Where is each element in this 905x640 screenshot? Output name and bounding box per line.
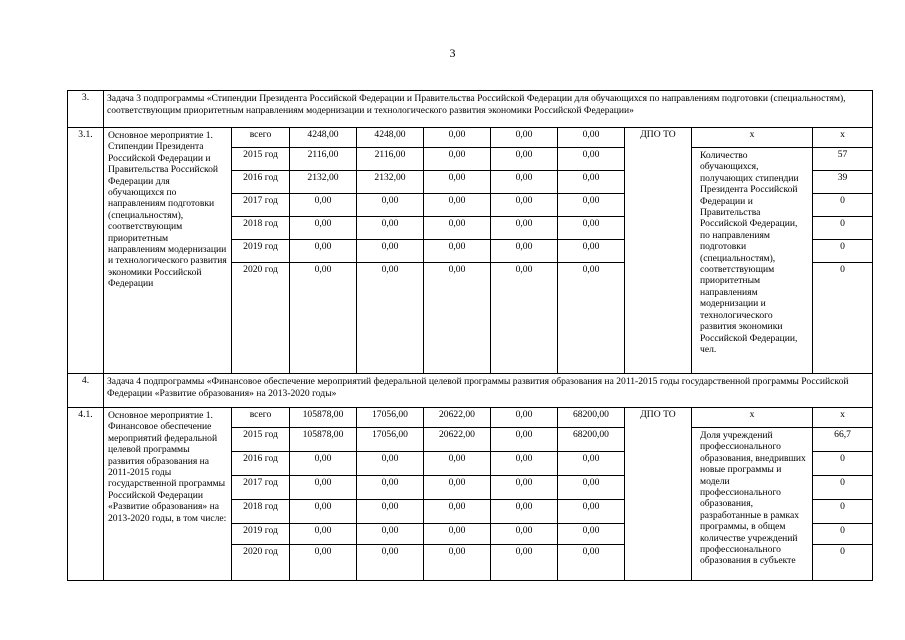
period-cell: 2015 год xyxy=(232,428,290,452)
amount-cell: 0,00 xyxy=(290,545,357,581)
amount-cell: 0,00 xyxy=(491,545,558,581)
item-description: Основное мероприятие 1. Стипендии Президента Российской Федерации и Правительства Российской Федерации для обучающихся по направлениям подготовки (специальностям), соответствующим приоритетным направлениям модернизации и технологического развития экономики Российской Федерации xyxy=(104,128,232,374)
target-value: 57 xyxy=(813,148,873,171)
period-cell: 2015 год xyxy=(232,148,290,171)
amount-cell: 4248,00 xyxy=(357,128,424,148)
task-number: 3. xyxy=(68,91,104,128)
task-title: Задача 3 подпрограммы «Стипендии Президента Российской Федерации и Правительства Российской Федерации для обучающихся по направлениям подготовки (специальностям), соответствующим приоритетным направлениям модернизации и технологического развития экономики Российской Федерации» xyxy=(104,91,873,128)
task-row xyxy=(68,374,873,408)
amount-cell: 0,00 xyxy=(558,128,625,148)
amount-cell: 0,00 xyxy=(558,524,625,545)
amount-cell: 0,00 xyxy=(424,148,491,171)
amount-cell: 0,00 xyxy=(290,524,357,545)
amount-cell: 0,00 xyxy=(424,263,491,374)
amount-cell: 2132,00 xyxy=(357,171,424,194)
amount-cell: 0,00 xyxy=(491,524,558,545)
amount-cell: 0,00 xyxy=(424,171,491,194)
target-value: 0 xyxy=(813,452,873,476)
amount-cell: 0,00 xyxy=(558,194,625,217)
value-x: х xyxy=(813,128,873,148)
amount-cell: 20622,00 xyxy=(424,428,491,452)
amount-cell: 0,00 xyxy=(424,194,491,217)
amount-cell: 0,00 xyxy=(424,476,491,500)
page-number: 3 xyxy=(449,46,456,60)
amount-cell: 0,00 xyxy=(558,171,625,194)
target-value: 0 xyxy=(813,240,873,263)
amount-cell: 0,00 xyxy=(558,452,625,476)
amount-cell: 17056,00 xyxy=(357,428,424,452)
target-value: 0 xyxy=(813,524,873,545)
amount-cell: 0,00 xyxy=(558,148,625,171)
amount-cell: 68200,00 xyxy=(558,428,625,452)
period-cell: 2019 год xyxy=(232,240,290,263)
amount-cell: 105878,00 xyxy=(290,408,357,428)
period-cell: 2018 год xyxy=(232,500,290,524)
target-value: 0 xyxy=(813,194,873,217)
amount-cell: 0,00 xyxy=(290,217,357,240)
amount-cell: 0,00 xyxy=(491,428,558,452)
item-description: Основное мероприятие 1. Финансовое обеспечение мероприятий федеральной целевой программы развития образования на 2011-2015 годы государственной программы Российской Федерации «Развитие образования» на 2013-2020 годы, в том числе: xyxy=(104,408,232,581)
amount-cell: 0,00 xyxy=(357,500,424,524)
amount-cell: 0,00 xyxy=(491,171,558,194)
indicator-x: х xyxy=(692,128,813,148)
period-cell: 2018 год xyxy=(232,217,290,240)
amount-cell: 0,00 xyxy=(491,194,558,217)
amount-cell: 0,00 xyxy=(357,240,424,263)
amount-cell: 0,00 xyxy=(424,240,491,263)
period-cell: 2020 год xyxy=(232,545,290,581)
amount-cell: 0,00 xyxy=(290,500,357,524)
executor-cell: ДПО ТО xyxy=(625,128,692,374)
period-cell: 2017 год xyxy=(232,194,290,217)
indicator-description: Доля учреждений профессионального образования, внедривших новые программы и модели профессионального образования, разработанные в рамках программы, в общем количестве учреждений профессионального образования в субъекте xyxy=(692,428,813,581)
amount-cell: 0,00 xyxy=(357,524,424,545)
amount-cell: 20622,00 xyxy=(424,408,491,428)
amount-cell: 105878,00 xyxy=(290,428,357,452)
amount-cell: 0,00 xyxy=(424,524,491,545)
amount-cell: 0,00 xyxy=(290,263,357,374)
amount-cell: 68200,00 xyxy=(558,408,625,428)
amount-cell: 0,00 xyxy=(424,452,491,476)
amount-cell: 2116,00 xyxy=(290,148,357,171)
amount-cell: 17056,00 xyxy=(357,408,424,428)
program-table xyxy=(67,90,873,581)
amount-cell: 0,00 xyxy=(491,240,558,263)
period-cell: всего xyxy=(232,128,290,148)
amount-cell: 0,00 xyxy=(357,263,424,374)
task-row xyxy=(68,91,873,128)
period-cell: 2016 год xyxy=(232,171,290,194)
executor-cell: ДПО ТО xyxy=(625,408,692,581)
task-number: 4. xyxy=(68,374,104,408)
amount-cell: 0,00 xyxy=(558,545,625,581)
amount-cell: 0,00 xyxy=(290,452,357,476)
task-title: Задача 4 подпрограммы «Финансовое обеспечение мероприятий федеральной целевой программы развития образования на 2011-2015 годы государственной программы Российской Федерации «Развитие образования» на 2013-2020 годы» xyxy=(104,374,873,408)
indicator-x: х xyxy=(692,408,813,428)
target-value: 0 xyxy=(813,500,873,524)
amount-cell: 0,00 xyxy=(491,500,558,524)
period-cell: 2017 год xyxy=(232,476,290,500)
amount-cell: 0,00 xyxy=(558,476,625,500)
amount-cell: 0,00 xyxy=(558,500,625,524)
amount-cell: 0,00 xyxy=(357,194,424,217)
amount-cell: 0,00 xyxy=(491,217,558,240)
amount-cell: 0,00 xyxy=(357,217,424,240)
item-number: 4.1. xyxy=(68,408,104,581)
amount-cell: 0,00 xyxy=(357,476,424,500)
period-cell: 2019 год xyxy=(232,524,290,545)
amount-cell: 0,00 xyxy=(491,408,558,428)
target-value: 0 xyxy=(813,217,873,240)
amount-cell: 0,00 xyxy=(424,217,491,240)
amount-cell: 0,00 xyxy=(558,263,625,374)
amount-cell: 0,00 xyxy=(491,263,558,374)
amount-cell: 0,00 xyxy=(491,476,558,500)
target-value: 0 xyxy=(813,476,873,500)
target-value: 0 xyxy=(813,263,873,374)
amount-cell: 0,00 xyxy=(357,545,424,581)
amount-cell: 0,00 xyxy=(491,148,558,171)
amount-cell: 0,00 xyxy=(290,240,357,263)
target-value: 0 xyxy=(813,545,873,581)
target-value: 66,7 xyxy=(813,428,873,452)
target-value: 39 xyxy=(813,171,873,194)
amount-cell: 0,00 xyxy=(290,194,357,217)
total-row xyxy=(68,408,873,428)
amount-cell: 0,00 xyxy=(424,128,491,148)
amount-cell: 0,00 xyxy=(357,452,424,476)
amount-cell: 0,00 xyxy=(491,128,558,148)
amount-cell: 2116,00 xyxy=(357,148,424,171)
amount-cell: 0,00 xyxy=(558,217,625,240)
amount-cell: 4248,00 xyxy=(290,128,357,148)
indicator-description: Количество обучающихся, получающих стипендии Президента Российской Федерации и Правительства Российской Федерации, по направлениям подготовки (специальностям), соответствующим приоритетным направлениям модернизации и технологического развития экономики Российской Федерации, чел. xyxy=(692,148,813,374)
period-cell: всего xyxy=(232,408,290,428)
amount-cell: 2132,00 xyxy=(290,171,357,194)
period-cell: 2016 год xyxy=(232,452,290,476)
value-x: х xyxy=(813,408,873,428)
amount-cell: 0,00 xyxy=(558,240,625,263)
amount-cell: 0,00 xyxy=(424,500,491,524)
total-row xyxy=(68,128,873,148)
amount-cell: 0,00 xyxy=(491,452,558,476)
amount-cell: 0,00 xyxy=(290,476,357,500)
amount-cell: 0,00 xyxy=(424,545,491,581)
item-number: 3.1. xyxy=(68,128,104,374)
period-cell: 2020 год xyxy=(232,263,290,374)
